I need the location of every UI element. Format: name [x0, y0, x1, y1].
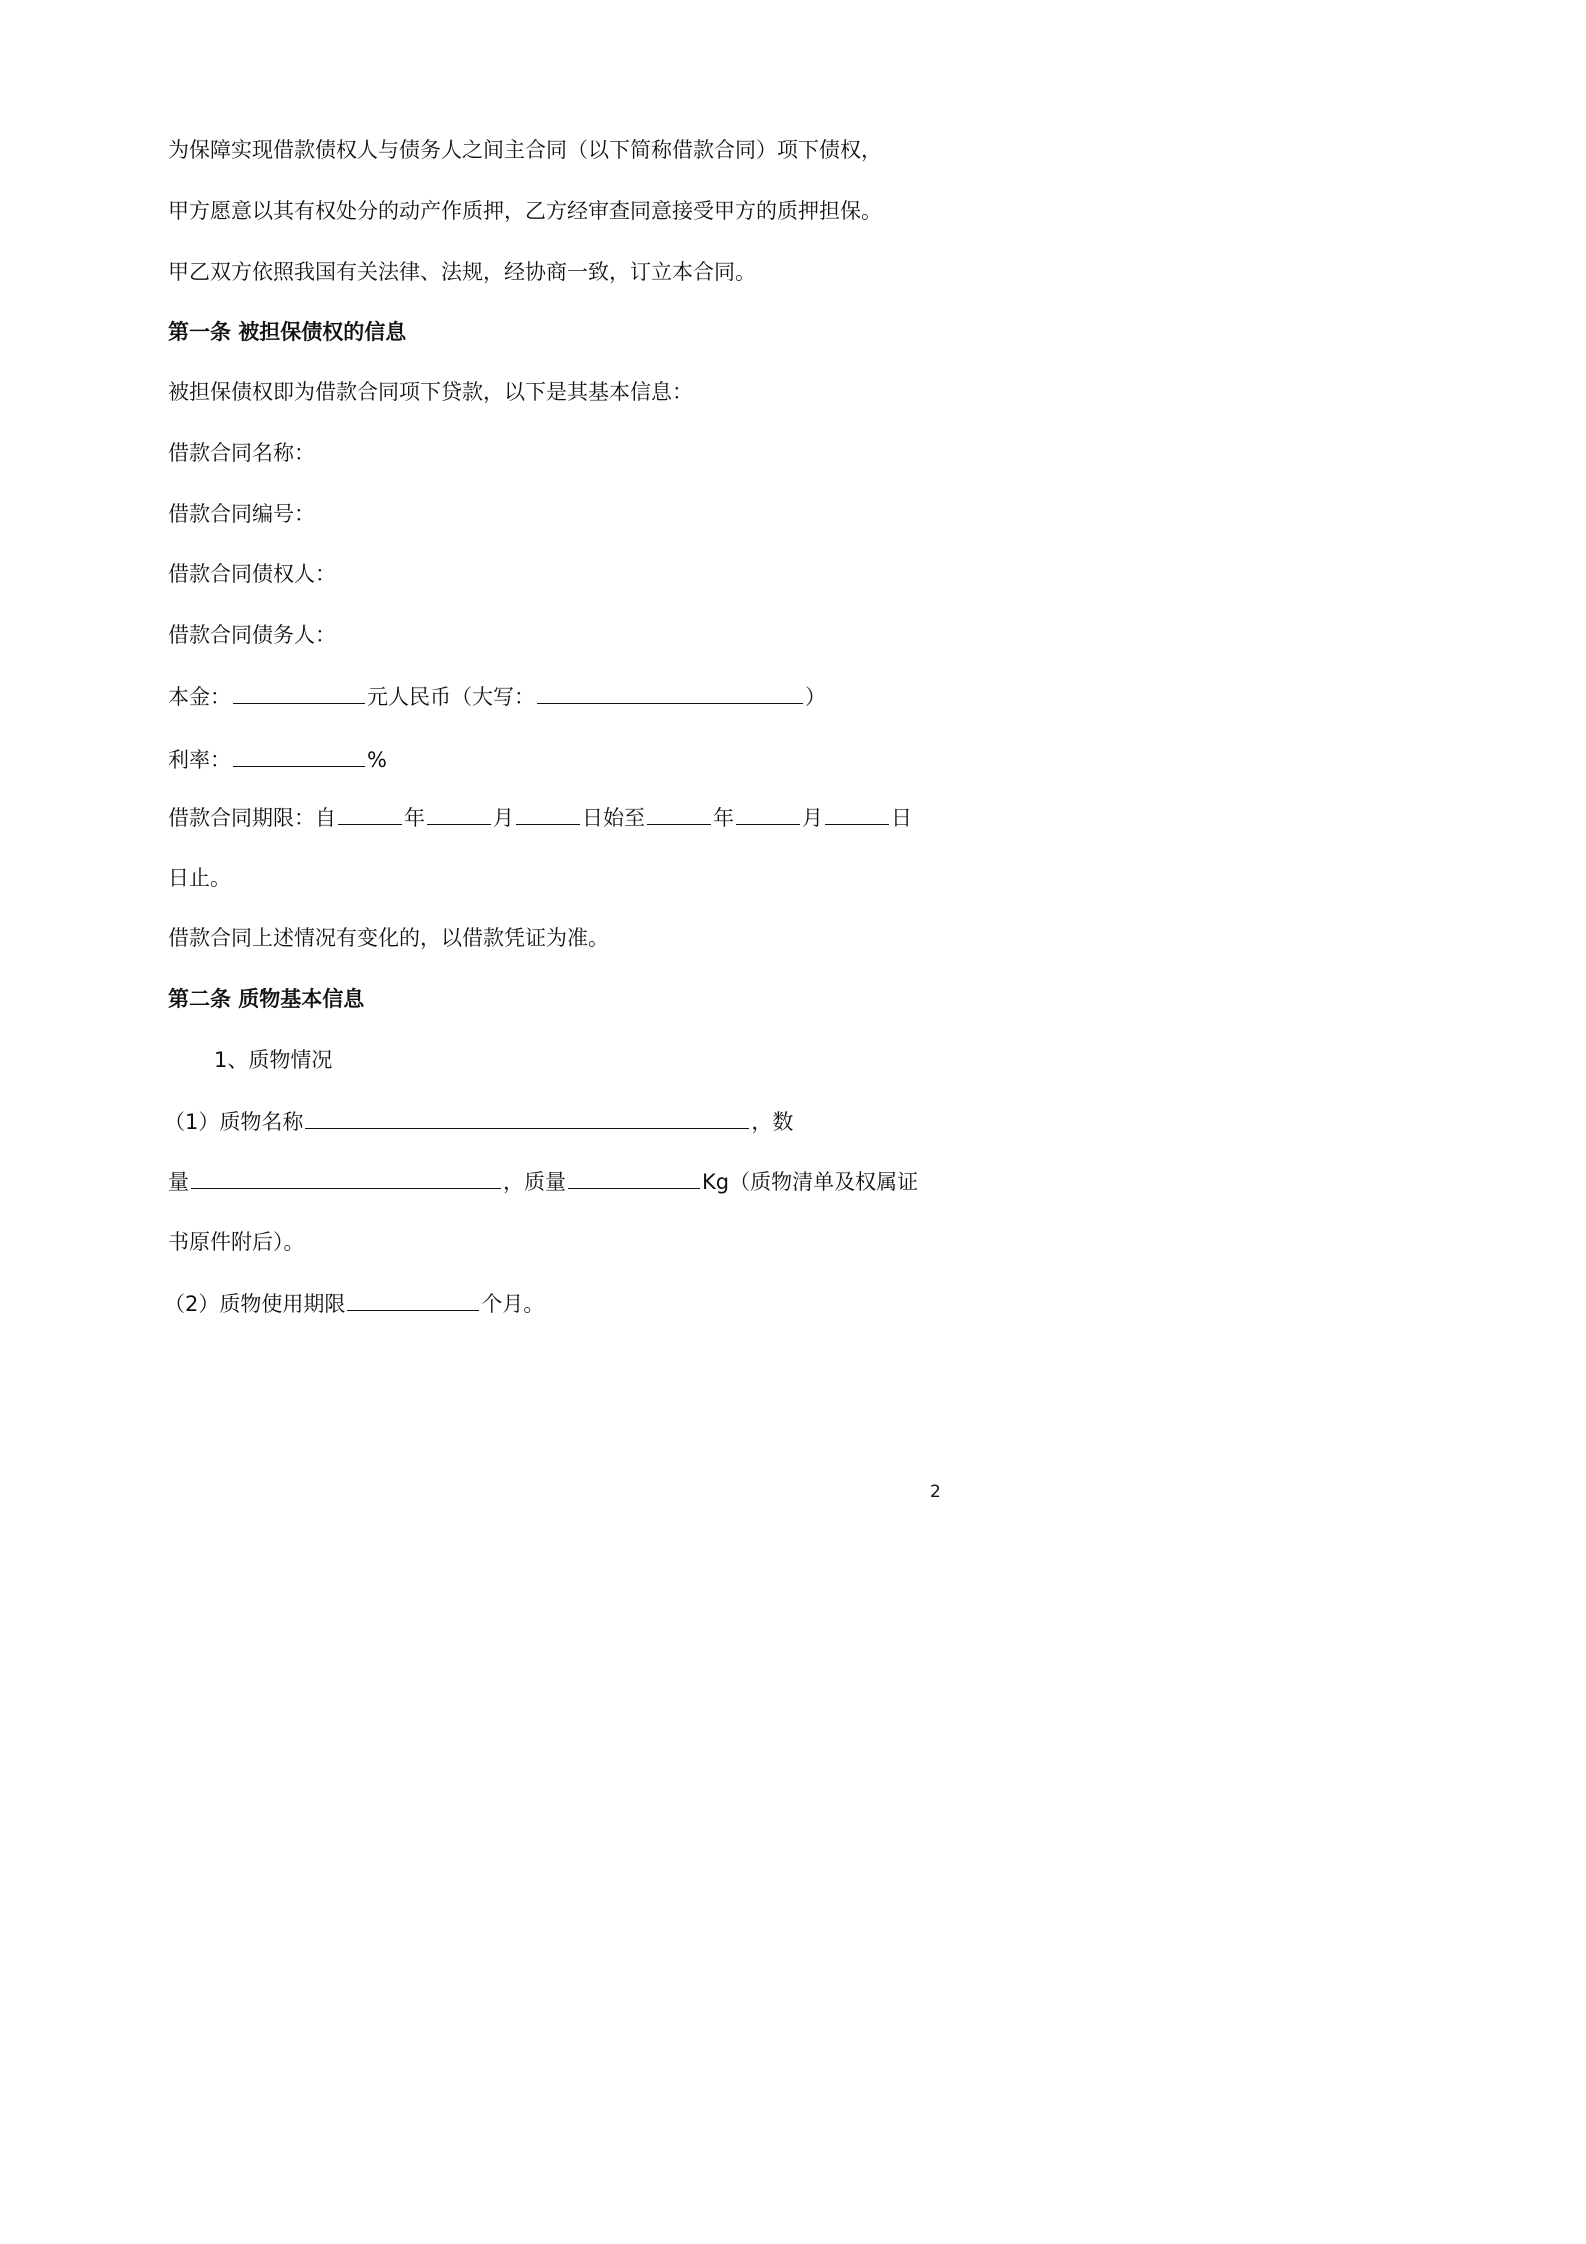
- term-start-day-blank[interactable]: [516, 802, 580, 825]
- term-month-1: 月: [493, 806, 514, 830]
- pledge-weight-label: ，质量: [503, 1170, 566, 1194]
- rate-unit: %: [367, 748, 387, 772]
- term-day-2: 日: [891, 806, 912, 830]
- term-line: [168, 802, 912, 833]
- article-1-description: 被担保债权即为借款合同项下贷款，以下是其基本信息：: [168, 380, 693, 404]
- term-year-1: 年: [404, 806, 425, 830]
- contract-creditor-label: 借款合同债权人：: [168, 562, 336, 586]
- principal-unit: 元人民币（大写：: [367, 685, 535, 709]
- article-1-note: 借款合同上述情况有变化的，以借款凭证为准。: [168, 926, 609, 950]
- term-start-month-blank[interactable]: [427, 802, 491, 825]
- pledge-attachment-note: 书原件附后）。: [168, 1230, 305, 1254]
- pledge-weight-unit: Kg（质物清单及权属证: [702, 1170, 919, 1194]
- pledge-quantity-label: 量: [168, 1170, 189, 1194]
- intro-line-3: 甲乙双方依照我国有关法律、法规，经协商一致，订立本合同。: [168, 260, 756, 284]
- page-number: 2: [930, 1482, 941, 1502]
- pledge-quantity-prefix: ，数: [751, 1110, 794, 1134]
- pledge-name-blank[interactable]: [305, 1106, 749, 1129]
- contract-number-label: 借款合同编号：: [168, 502, 315, 526]
- term-end-day-blank[interactable]: [825, 802, 889, 825]
- pledge-usage-term-blank[interactable]: [347, 1288, 479, 1311]
- rate-label: 利率：: [168, 748, 231, 772]
- intro-line-2: 甲方愿意以其有权处分的动产作质押，乙方经审查同意接受甲方的质押担保。: [168, 199, 882, 223]
- rate-line: [168, 744, 387, 775]
- pledge-condition-subheading: 1、质物情况: [214, 1048, 333, 1072]
- contract-name-label: 借款合同名称：: [168, 441, 315, 465]
- term-end-line: 日止。: [168, 866, 231, 890]
- term-year-2: 年: [713, 806, 734, 830]
- term-end-month-blank[interactable]: [736, 802, 800, 825]
- principal-uppercase-blank[interactable]: [537, 681, 803, 704]
- intro-line-1: 为保障实现借款债权人与债务人之间主合同（以下简称借款合同）项下债权，: [168, 138, 882, 162]
- article-1-heading: 第一条 被担保债权的信息: [168, 320, 407, 344]
- term-day-start: 日始至: [582, 806, 645, 830]
- principal-amount-blank[interactable]: [233, 681, 365, 704]
- pledge-name-line: [164, 1106, 793, 1137]
- principal-line: [168, 681, 826, 712]
- term-label: 借款合同期限：自: [168, 806, 336, 830]
- pledge-usage-term-line: [164, 1288, 544, 1319]
- rate-blank[interactable]: [233, 744, 365, 767]
- pledge-usage-term-label: （2）质物使用期限: [164, 1292, 346, 1316]
- principal-label: 本金：: [168, 685, 231, 709]
- pledge-usage-term-unit: 个月。: [481, 1292, 545, 1316]
- term-end-year-blank[interactable]: [647, 802, 711, 825]
- principal-close: ）: [805, 685, 826, 709]
- pledge-name-label: （1）质物名称: [164, 1110, 304, 1134]
- pledge-weight-blank[interactable]: [568, 1166, 700, 1189]
- pledge-quantity-blank[interactable]: [191, 1166, 501, 1189]
- article-2-heading: 第二条 质物基本信息: [168, 987, 365, 1011]
- contract-debtor-label: 借款合同债务人：: [168, 623, 336, 647]
- term-month-2: 月: [802, 806, 823, 830]
- term-start-year-blank[interactable]: [338, 802, 402, 825]
- pledge-quantity-line: [168, 1166, 918, 1197]
